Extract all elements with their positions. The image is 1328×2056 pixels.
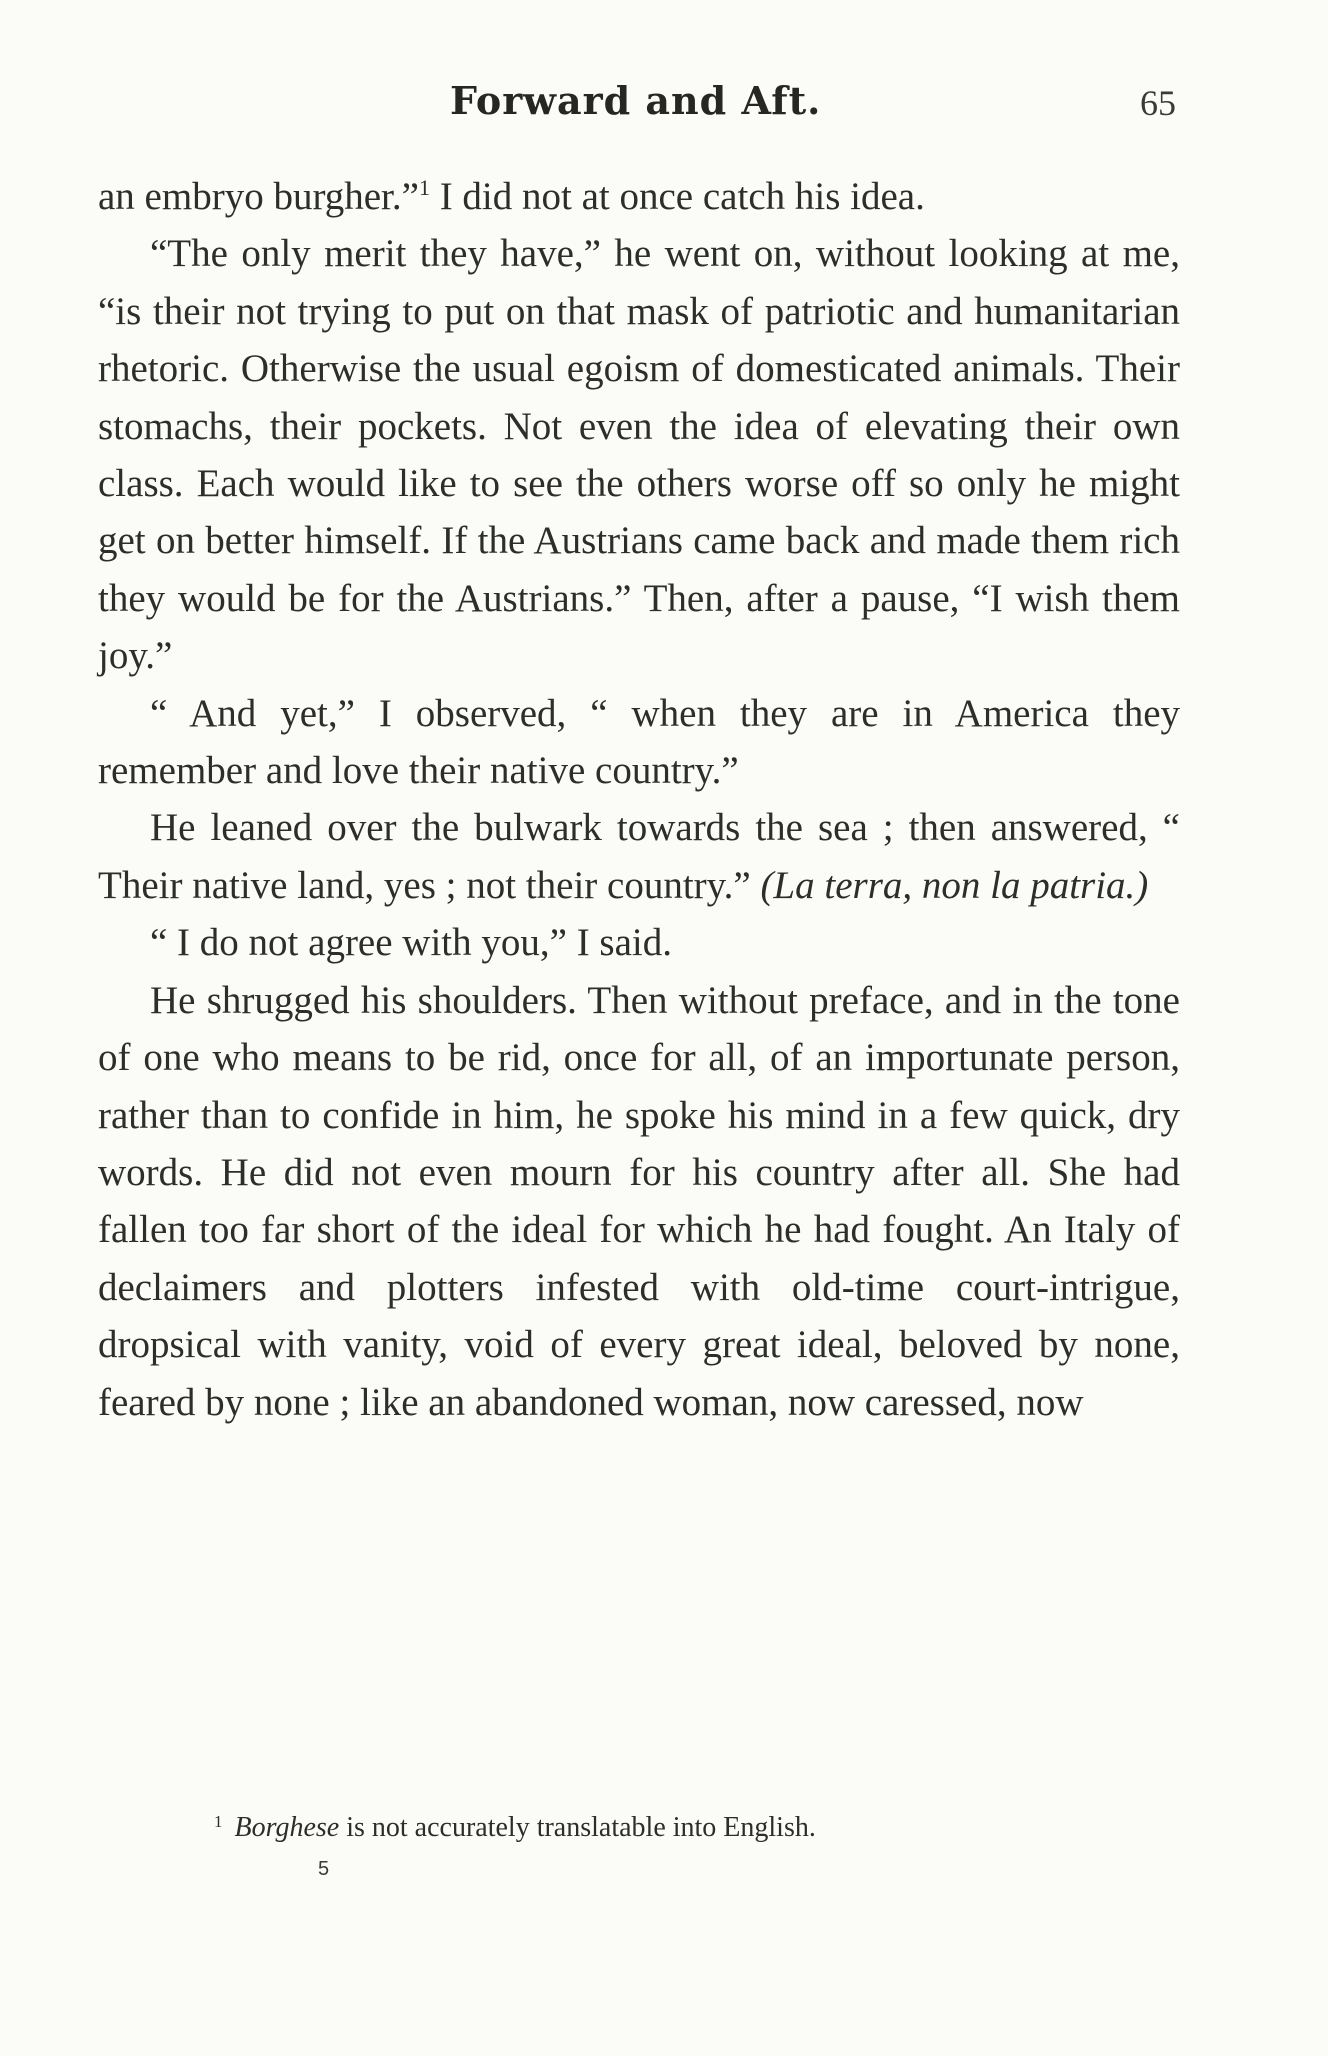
paragraph-5: “ I do not agree with you,” I said. <box>150 921 673 965</box>
signature-mark: 5 <box>318 1858 330 1880</box>
paragraph-3: “ And yet,” I observed, “ when they are in America they remember and love their native country.” <box>98 691 1180 793</box>
footnote <box>214 1812 816 1844</box>
page-number: 65 <box>1140 83 1176 123</box>
paragraph-6: He shrugged his shoulders. Then without preface, and in the tone of one who means to be rid, once for all, of an importunate person, rather than to confide in him, he spoke his mind in a few quick, dry words. He did not even mourn for his country after all. She had fallen too far short of the ideal for which he had fought. An Italy of declaimers and plotters infested with old-time court-intrigue, dropsical with vanity, void of every great ideal, beloved by none, feared by none ; like an abandoned woman, now caressed, now <box>98 978 1180 1424</box>
running-head <box>0 78 1328 138</box>
footnote-text: is not accurately translatable into English. <box>339 1812 816 1843</box>
paragraph-1-text: an embryo burgher.” <box>98 175 419 218</box>
footnote-marker: 1 <box>214 1812 223 1831</box>
body-text <box>98 168 1180 1431</box>
running-title: Forward and Aft. <box>450 78 822 123</box>
paragraph-4-italic: (La terra, non la patria.) <box>760 863 1149 907</box>
paragraph-2: “The only merit they have,” he went on, without looking at me, “is their not trying to put on that mask of patriotic and humanitarian rhetoric. Otherwise the usual egoism of domesticated animals. Their stomachs, their pockets. Not even the idea of elevating their own class. Each would like to see the others worse off so only he might get on better himself. If the Austrians came back and made them rich they would be for the Austrians.” Then, after a pause, “I wish them joy.” <box>98 232 1180 678</box>
paragraph-4-text: He leaned over the bulwark towards the sea ; then answered, “ Their native land, yes ; not their country.” <box>98 806 1180 907</box>
paragraph-1 <box>98 168 1180 225</box>
footnote-reference: 1 <box>418 175 430 200</box>
paragraph-4 <box>98 799 1180 914</box>
footnote-italic-word: Borghese <box>234 1812 340 1843</box>
paragraph-1-text-cont: I did not at once catch his idea. <box>429 175 925 218</box>
